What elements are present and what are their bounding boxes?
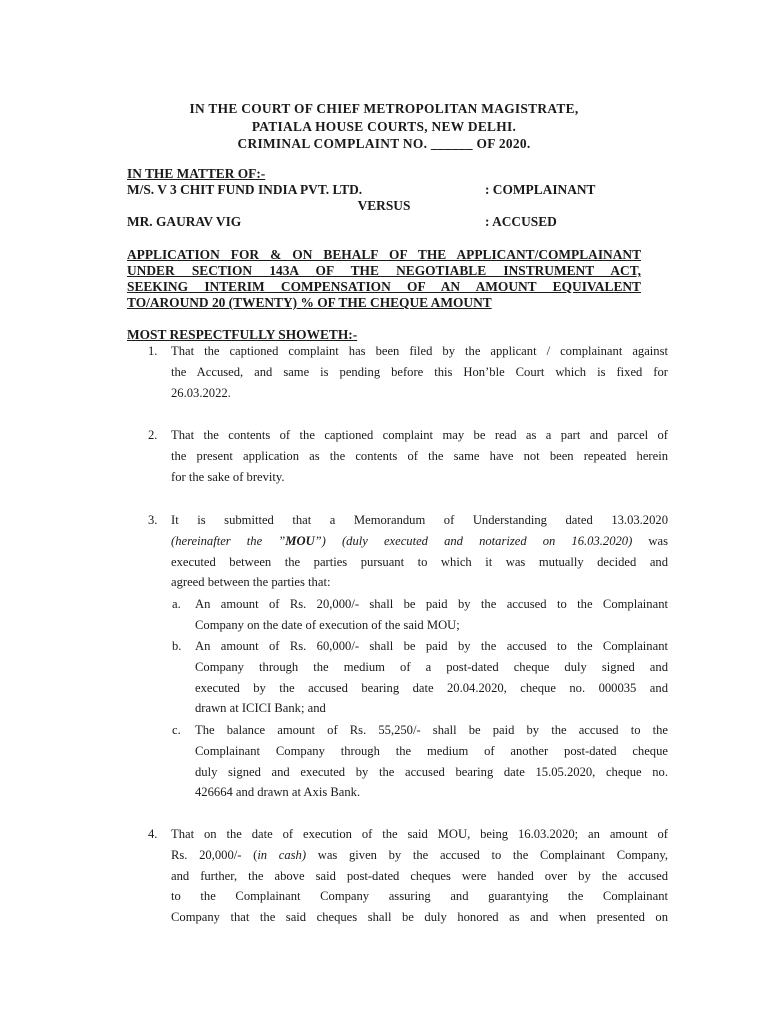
paragraph-2-number: 2. — [148, 428, 158, 442]
showeth-heading: MOST RESPECTFULLY SHOWETH:- — [127, 327, 358, 342]
paragraph-4-line-2-b: was given by the accused to the Complainant Company, — [317, 847, 668, 862]
paragraph-4-line-1: That on the date of execution of the said MOU, being 16.03.2020; an amount of — [171, 827, 668, 841]
paragraph-3-line-2-italic-b: ”) (duly executed and notarized on 16.03.2020) — [314, 533, 633, 548]
item-c-line-2: Complainant Company through the medium of another post-dated cheque — [195, 743, 668, 758]
paragraph-2-line-2: the present application as the contents of the same have not been repeated herein — [171, 448, 668, 463]
accused-name: MR. GAURAV VIG — [127, 214, 242, 229]
item-a-label: a. — [172, 597, 181, 611]
item-c-line-4: 426664 and drawn at Axis Bank. — [195, 785, 361, 800]
application-subject-line-4: TO/AROUND 20 (TWENTY) % OF THE CHEQUE AMOUNT — [127, 295, 492, 310]
in-cash-term: in cash) — [257, 847, 307, 862]
item-c — [195, 720, 668, 803]
paragraph-4-line-2 — [171, 845, 668, 866]
versus-label: VERSUS — [357, 198, 411, 213]
paragraph-1-line-2: the Accused, and same is pending before this Hon’ble Court which is fixed for — [171, 364, 668, 379]
application-subject-line-3: SEEKING INTERIM COMPENSATION OF AN AMOUNT EQUIVALENT — [127, 279, 641, 294]
mou-term: MOU — [285, 533, 315, 548]
complainant-name: M/S. V 3 CHIT FUND INDIA PVT. LTD. — [127, 182, 363, 197]
application-subject-line-1: APPLICATION FOR & ON BEHALF OF THE APPLICANT/COMPLAINANT — [127, 247, 641, 262]
application-subject-line-2: UNDER SECTION 143A OF THE NEGOTIABLE INSTRUMENT ACT, — [127, 263, 641, 278]
paragraph-4-line-3: and further, the above said post-dated cheques were handed over by the accused — [171, 868, 668, 883]
paragraph-3-line-2-italic-a: (hereinafter the ” — [171, 533, 286, 548]
paragraph-4-number: 4. — [148, 827, 158, 841]
paragraph-1-line-1: That the captioned complaint has been filed by the applicant / complainant against — [171, 344, 668, 358]
court-heading-line-3: CRIMINAL COMPLAINT NO. ______ OF 2020. — [237, 136, 531, 151]
paragraph-2-line-1: That the contents of the captioned complaint may be read as a part and parcel of — [171, 428, 668, 442]
paragraph-3-number: 3. — [148, 513, 158, 527]
item-b-line-2: Company through the medium of a post-dated cheque duly signed and — [195, 659, 668, 674]
court-heading-line-1: IN THE COURT OF CHIEF METROPOLITAN MAGISTRATE, — [189, 101, 579, 116]
paragraph-2 — [171, 425, 668, 487]
paragraph-4-line-2-a: Rs. 20,000/- ( — [171, 847, 258, 862]
item-a-line-1: An amount of Rs. 20,000/- shall be paid by the accused to the Complainant — [195, 597, 668, 611]
paragraph-2-line-3: for the sake of brevity. — [171, 469, 285, 484]
paragraph-3-line-4: agreed between the parties that: — [171, 575, 331, 590]
accused-role: : ACCUSED — [485, 214, 557, 229]
item-b-label: b. — [172, 639, 182, 653]
matter-heading: IN THE MATTER OF:- — [127, 166, 266, 181]
paragraph-3-line-3: executed between the parties pursuant to which it was mutually decided and — [171, 554, 668, 569]
paragraph-3-line-1: It is submitted that a Memorandum of Understanding dated 13.03.2020 — [171, 513, 668, 527]
item-b-line-3: executed by the accused bearing date 20.04.2020, cheque no. 000035 and — [195, 680, 668, 695]
item-c-line-1: The balance amount of Rs. 55,250/- shall be paid by the accused to the — [195, 723, 668, 737]
item-b-line-4: drawn at ICICI Bank; and — [195, 701, 326, 716]
item-b — [195, 636, 668, 719]
item-a-line-2: Company on the date of execution of the said MOU; — [195, 617, 460, 632]
paragraph-3-line-2-end: was — [648, 533, 669, 548]
court-heading-line-2: PATIALA HOUSE COURTS, NEW DELHI. — [251, 119, 517, 134]
paragraph-1-number: 1. — [148, 344, 158, 358]
item-b-line-1: An amount of Rs. 60,000/- shall be paid by the accused to the Complainant — [195, 639, 668, 653]
paragraph-1-line-3: 26.03.2022. — [171, 385, 231, 400]
item-a — [195, 594, 668, 636]
item-c-label: c. — [172, 723, 181, 737]
paragraph-3-line-2 — [171, 531, 668, 552]
item-c-line-3: duly signed and executed by the accused bearing date 15.05.2020, cheque no. — [195, 764, 668, 779]
paragraph-4-line-4: to the Complainant Company assuring and guarantying the Complainant — [171, 889, 668, 904]
paragraph-3 — [171, 510, 668, 593]
paragraph-4-line-5: Company that the said cheques shall be duly honored as and when presented on — [171, 910, 668, 925]
paragraph-1 — [171, 341, 668, 403]
complainant-role: : COMPLAINANT — [485, 182, 596, 197]
paragraph-4 — [171, 824, 668, 928]
